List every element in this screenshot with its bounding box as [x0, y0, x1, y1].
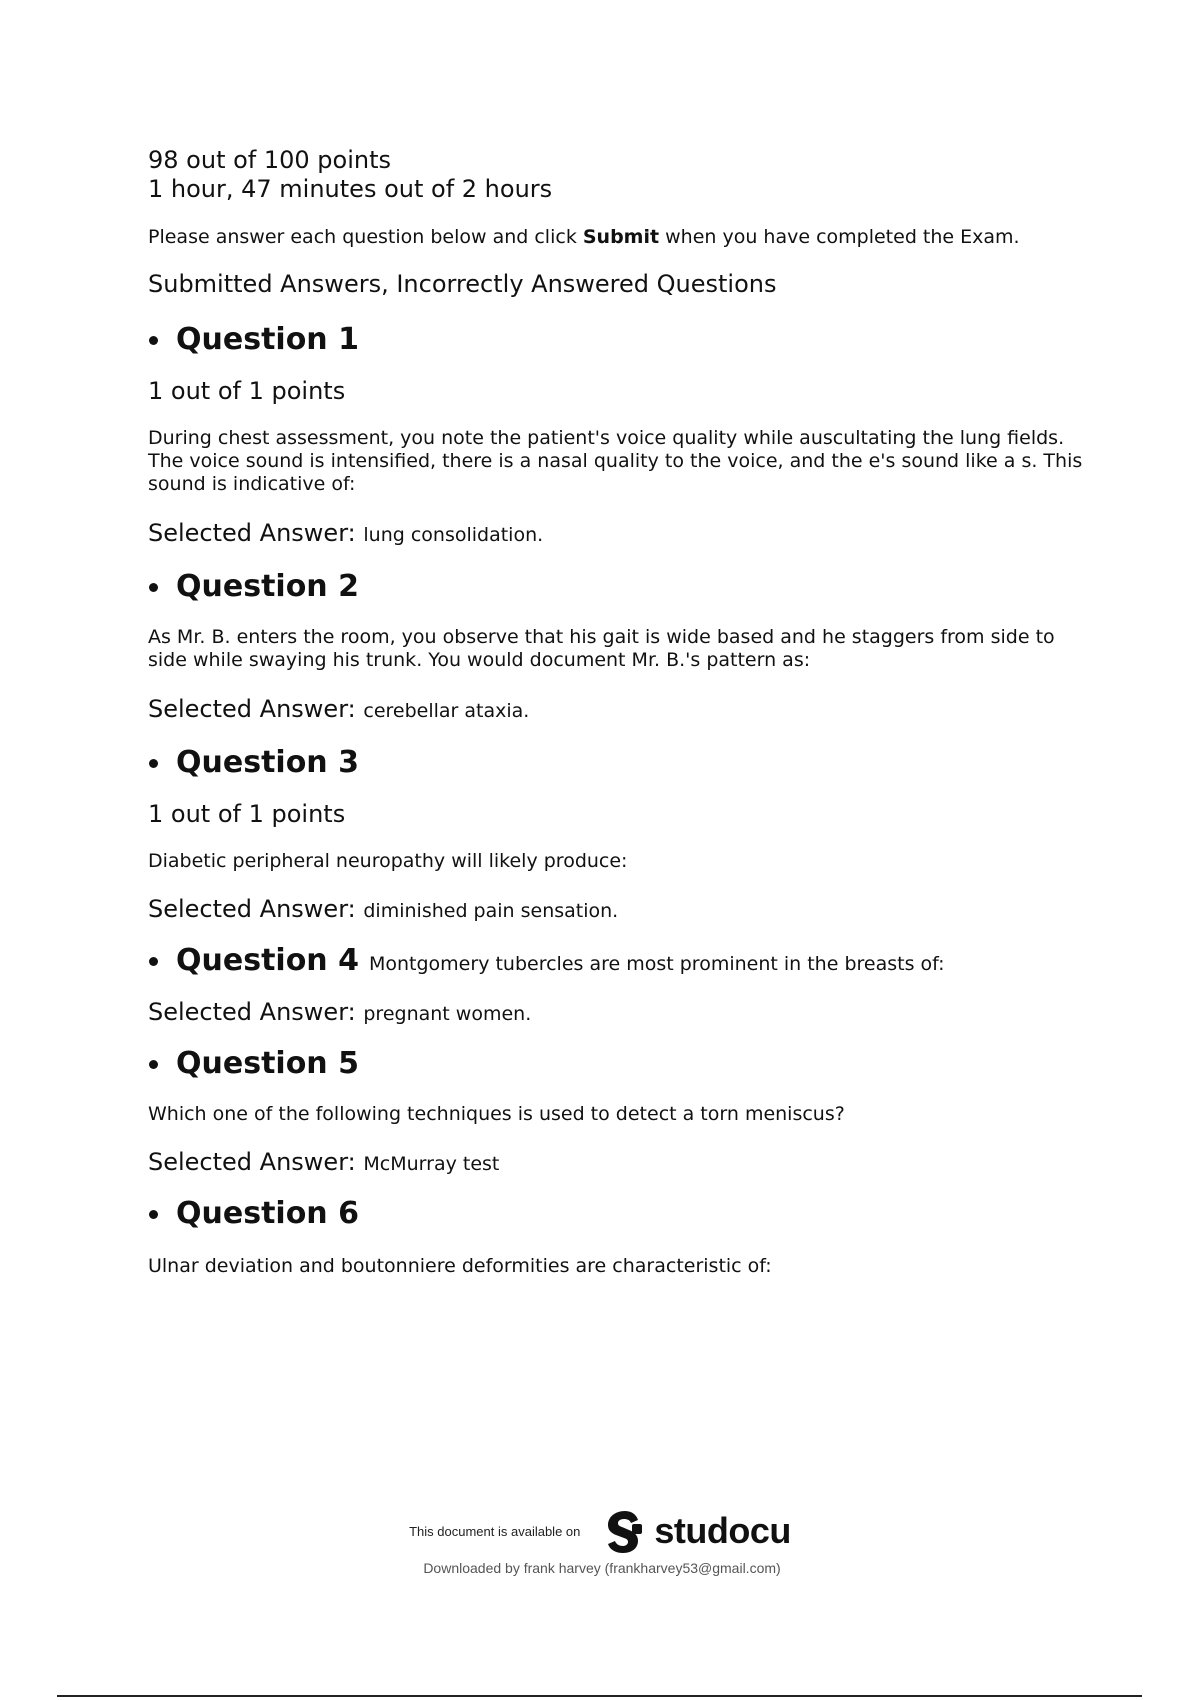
bullet-icon — [149, 1060, 158, 1069]
question-title: Question 3 — [176, 745, 359, 780]
question-title: Question 5 — [176, 1046, 359, 1081]
selected-answer — [148, 998, 1108, 1026]
selected-answer — [148, 1148, 1108, 1176]
instructions-text-after: when you have completed the Exam. — [659, 226, 1020, 248]
question-text: Which one of the following techniques is used to detect a torn meniscus? — [148, 1103, 845, 1125]
bullet-icon — [149, 336, 158, 345]
selected-answer-label: Selected Answer: — [148, 895, 356, 923]
studocu-logo-text: studocu — [654, 1510, 791, 1551]
studocu-logo-icon — [602, 1508, 648, 1554]
question-heading — [148, 1046, 1108, 1081]
selected-answer-value: McMurray test — [363, 1153, 500, 1175]
instructions-text-before: Please answer each question below and click — [148, 226, 583, 248]
question-heading — [148, 745, 1108, 780]
page-bottom-divider — [57, 1695, 1142, 1697]
question-heading — [148, 569, 1108, 604]
selected-answer — [148, 695, 1108, 723]
question-text: As Mr. B. enters the room, you observe that his gait is wide based and he staggers from side to side while swaying his trunk. You would document Mr. B.'s pattern as: — [148, 626, 1055, 671]
exam-instructions — [148, 226, 1108, 248]
bullet-icon — [149, 1210, 158, 1219]
question-title: Question 6 — [176, 1196, 359, 1231]
selected-answer-value: cerebellar ataxia. — [363, 700, 530, 722]
document-footer — [0, 1508, 1200, 1576]
selected-answer-label: Selected Answer: — [148, 998, 356, 1026]
selected-answer-label: Selected Answer: — [148, 1148, 356, 1176]
results-section-title: Submitted Answers, Incorrectly Answered Questions — [148, 270, 777, 298]
bullet-icon — [149, 759, 158, 768]
bullet-icon — [149, 957, 158, 966]
question-title: Question 4 — [176, 943, 359, 978]
studocu-logo[interactable] — [602, 1508, 791, 1554]
exam-results-page — [148, 146, 1108, 1278]
question-text: Ulnar deviation and boutonniere deformities are characteristic of: — [148, 1255, 772, 1277]
question-heading — [148, 1196, 1108, 1231]
question-heading — [148, 322, 1108, 357]
availability-text: This document is available on — [409, 1523, 581, 1539]
question-points: 1 out of 1 points — [148, 377, 346, 405]
time-summary: 1 hour, 47 minutes out of 2 hours — [148, 175, 553, 203]
submit-keyword: Submit — [582, 226, 660, 248]
selected-answer-value: diminished pain sensation. — [363, 900, 619, 922]
question-text: During chest assessment, you note the patient's voice quality while auscultating the lung fields. The voice sound is intensified, there is a nasal quality to the voice, and the e's sound like a s. This sound is indicative of: — [148, 427, 1083, 495]
selected-answer-value: lung consolidation. — [363, 524, 544, 546]
bullet-icon — [149, 583, 158, 592]
question-title: Question 2 — [176, 569, 359, 604]
selected-answer — [148, 895, 1108, 923]
downloaded-by-text: Downloaded by frank harvey (frankharvey53@gmail.com) — [423, 1560, 781, 1576]
question-text: Montgomery tubercles are most prominent in the breasts of: — [368, 953, 945, 975]
question-points: 1 out of 1 points — [148, 800, 346, 828]
selected-answer-label: Selected Answer: — [148, 519, 356, 547]
footer-availability — [409, 1508, 791, 1554]
selected-answer-label: Selected Answer: — [148, 695, 356, 723]
question-heading — [148, 943, 1108, 978]
selected-answer-value: pregnant women. — [363, 1003, 532, 1025]
question-title: Question 1 — [176, 322, 359, 357]
score-summary: 98 out of 100 points — [148, 146, 392, 174]
selected-answer — [148, 519, 1108, 547]
question-text: Diabetic peripheral neuropathy will likely produce: — [148, 850, 628, 872]
